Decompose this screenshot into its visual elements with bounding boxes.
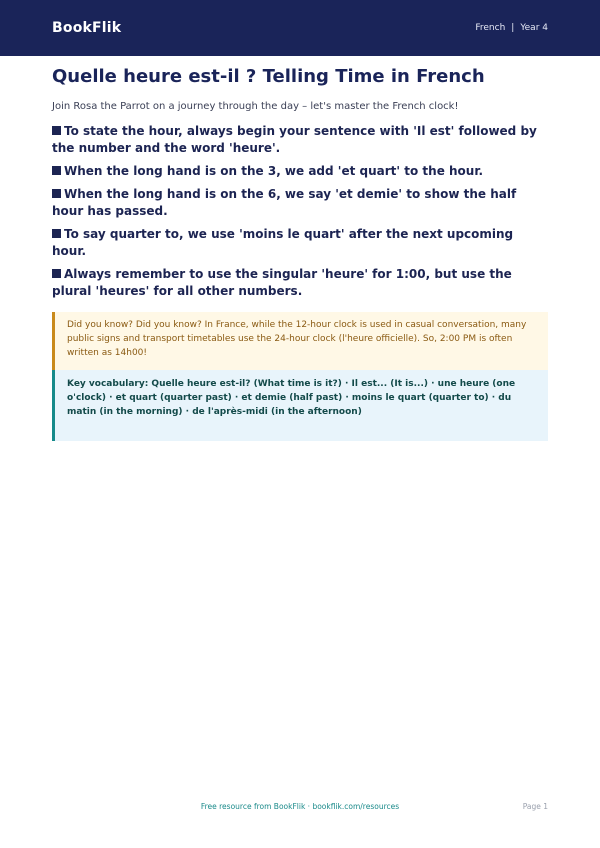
key-points-list <box>52 123 548 300</box>
page-number: Page 1 <box>522 802 548 811</box>
key-point-text: Always remember to use the singular 'heure' for 1:00, but use the plural 'heures' for all other numbers. <box>52 267 512 298</box>
key-point-text: When the long hand is on the 6, we say 'et demie' to show the half hour has passed. <box>52 187 517 218</box>
key-point-text: To state the hour, always begin your sentence with 'Il est' followed by the number and the word 'heure'. <box>52 124 537 155</box>
bullet-square-icon <box>52 269 61 278</box>
intro-text: Join Rosa the Parrot on a journey through the day – let's master the French clock! <box>52 101 459 112</box>
main-content <box>0 56 600 441</box>
key-vocabulary-callout: Key vocabulary: Quelle heure est-il? (What time is it?) · Il est... (It is...) · une heure (one o'clock) · et quart (quarter past) · et demie (half past) · moins le quart (quarter to) · du matin (in the morning) · de l'après-midi (in the afternoon) <box>52 370 548 441</box>
meta-separator: | <box>511 23 515 33</box>
key-point <box>52 123 548 157</box>
bullet-square-icon <box>52 166 61 175</box>
page-footer <box>52 802 548 811</box>
bullet-square-icon <box>52 189 61 198</box>
key-point-text: When the long hand is on the 3, we add 'et quart' to the hour. <box>64 164 484 178</box>
bullet-square-icon <box>52 229 61 238</box>
subject-label: French <box>475 23 506 33</box>
key-point <box>52 226 548 260</box>
key-point <box>52 266 548 300</box>
page-title: Quelle heure est-il ? Telling Time in French <box>52 66 485 87</box>
key-point <box>52 186 548 220</box>
did-you-know-callout: Did you know? Did you know? In France, while the 12-hour clock is used in casual conversation, many public signs and transport timetables use the 24-hour clock (l'heure officielle). So, 2:00 PM is often written as 14h00! <box>52 312 548 370</box>
bullet-square-icon <box>52 126 61 135</box>
key-point <box>52 163 548 180</box>
year-label: Year 4 <box>520 23 548 33</box>
header-meta <box>475 23 548 33</box>
footer-credit-link[interactable]: Free resource from BookFlik · bookflik.com/resources <box>200 802 400 811</box>
key-point-text: To say quarter to, we use 'moins le quart' after the next upcoming hour. <box>52 227 514 258</box>
page-header <box>0 0 600 56</box>
brand-logo[interactable]: BookFlik <box>52 20 122 36</box>
